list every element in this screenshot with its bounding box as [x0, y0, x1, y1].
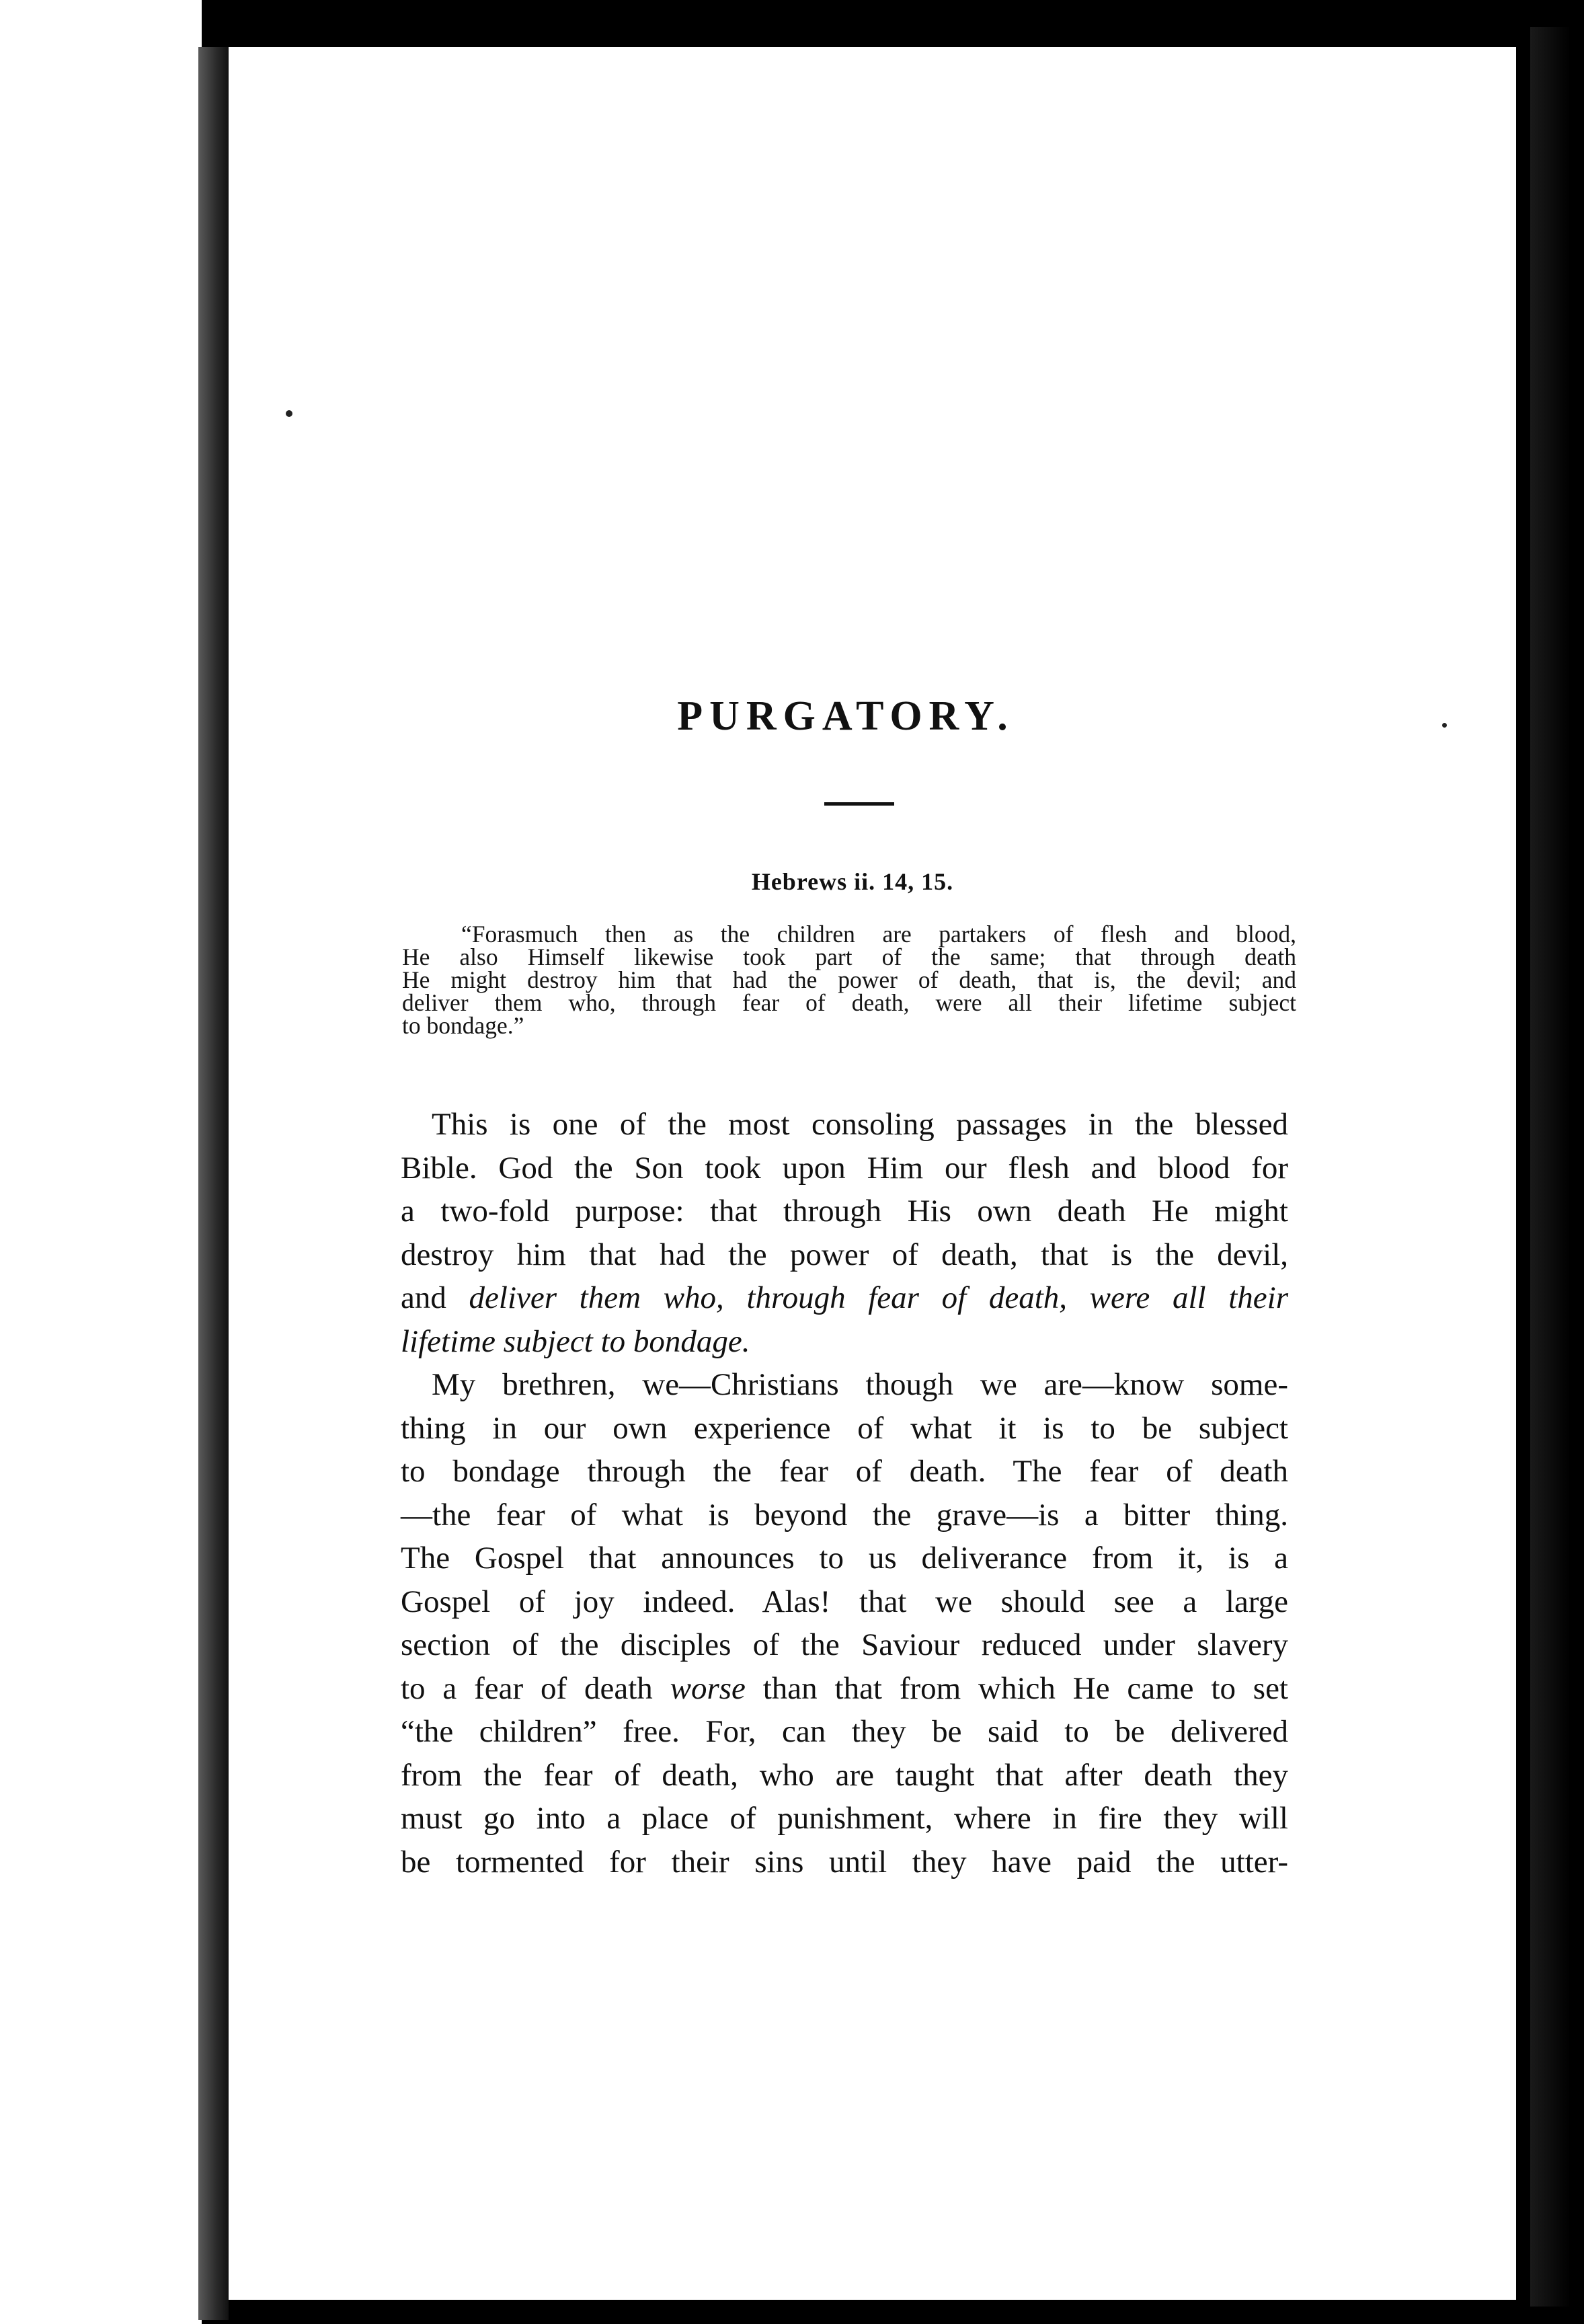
- page-edge-shadow: [1530, 27, 1571, 2307]
- italic-text-run: lifetime subject to bondage.: [401, 1323, 750, 1359]
- body-text-run: My brethren, we—Christians though we are—know some-: [432, 1367, 1288, 1402]
- body-text-run: must go into a place of punishment, where in fire they will: [401, 1801, 1288, 1836]
- scripture-epigraph: [402, 923, 1296, 1037]
- film-speck: [286, 410, 292, 417]
- page-binding-edge: [198, 47, 229, 2320]
- epigraph-line: deliver them who, through fear of death, were all their lifetime subject: [402, 989, 1296, 1016]
- body-line: [401, 1841, 1288, 1884]
- body-line: [401, 1623, 1288, 1667]
- body-line: [401, 1233, 1288, 1277]
- body-line: [401, 1537, 1288, 1580]
- body-text-run: to a fear of death: [401, 1670, 670, 1706]
- body-line: [401, 1147, 1288, 1190]
- scripture-reference: Hebrews ii. 14, 15.: [751, 868, 954, 895]
- body-line: [401, 1580, 1288, 1624]
- epigraph-line: He also Himself likewise took part of the same; that through death: [402, 943, 1296, 970]
- title-rule: [824, 802, 894, 806]
- body-line: [401, 1190, 1288, 1233]
- body-text-run: This is one of the most consoling passages in the blessed: [432, 1107, 1288, 1142]
- body-text-run: Bible. God the Son took upon Him our flesh and blood for: [401, 1150, 1288, 1186]
- body-text-run: a two-fold purpose: that through His own death He might: [401, 1194, 1288, 1229]
- body-text-run: be tormented for their sins until they have paid the utter-: [401, 1844, 1288, 1880]
- body-line: [401, 1103, 1288, 1147]
- body-text-run: “the children” free. For, can they be said to be delivered: [401, 1714, 1288, 1749]
- body-text-run: —the fear of what is beyond the grave—is a bitter thing.: [401, 1497, 1288, 1533]
- epigraph-line: to bondage.”: [402, 1012, 524, 1039]
- body-text-run: Gospel of joy indeed. Alas! that we should see a large: [401, 1584, 1288, 1619]
- body-text-run: section of the disciples of the Saviour reduced under slavery: [401, 1627, 1288, 1662]
- body-text-run: and: [401, 1280, 469, 1315]
- body-line: [401, 1450, 1288, 1494]
- epigraph-line: “Forasmuch then as the children are partakers of flesh and blood,: [461, 921, 1296, 947]
- body-line: [401, 1754, 1288, 1797]
- body-line: [401, 1797, 1288, 1841]
- body-line: [401, 1363, 1288, 1407]
- body-text-run: destroy him that had the power of death, that is the devil,: [401, 1237, 1288, 1272]
- body-line: [401, 1494, 1288, 1537]
- body-line: [401, 1276, 1288, 1320]
- body-text-run: to bondage through the fear of death. The fear of death: [401, 1454, 1288, 1489]
- body-line: [401, 1407, 1288, 1450]
- chapter-title: PURGATORY.: [677, 693, 1015, 739]
- body-line: [401, 1667, 1288, 1711]
- body-text-run: The Gospel that announces to us deliverance from it, is a: [401, 1541, 1288, 1576]
- adjacent-page-strip: [0, 0, 202, 2324]
- body-text-run: thing in our own experience of what it is to be subject: [401, 1410, 1288, 1446]
- body-line: [401, 1710, 1288, 1754]
- epigraph-line: He might destroy him that had the power of death, that is, the devil; and: [402, 966, 1296, 993]
- body-text-run: than that from which He came to set: [745, 1670, 1288, 1706]
- italic-text-run: deliver them who, through fear of death, were all their: [469, 1280, 1288, 1315]
- sermon-body: [401, 1103, 1288, 1884]
- body-text-run: from the fear of death, who are taught that after death they: [401, 1757, 1288, 1793]
- italic-text-run: worse: [670, 1670, 746, 1706]
- body-line: [401, 1320, 1288, 1364]
